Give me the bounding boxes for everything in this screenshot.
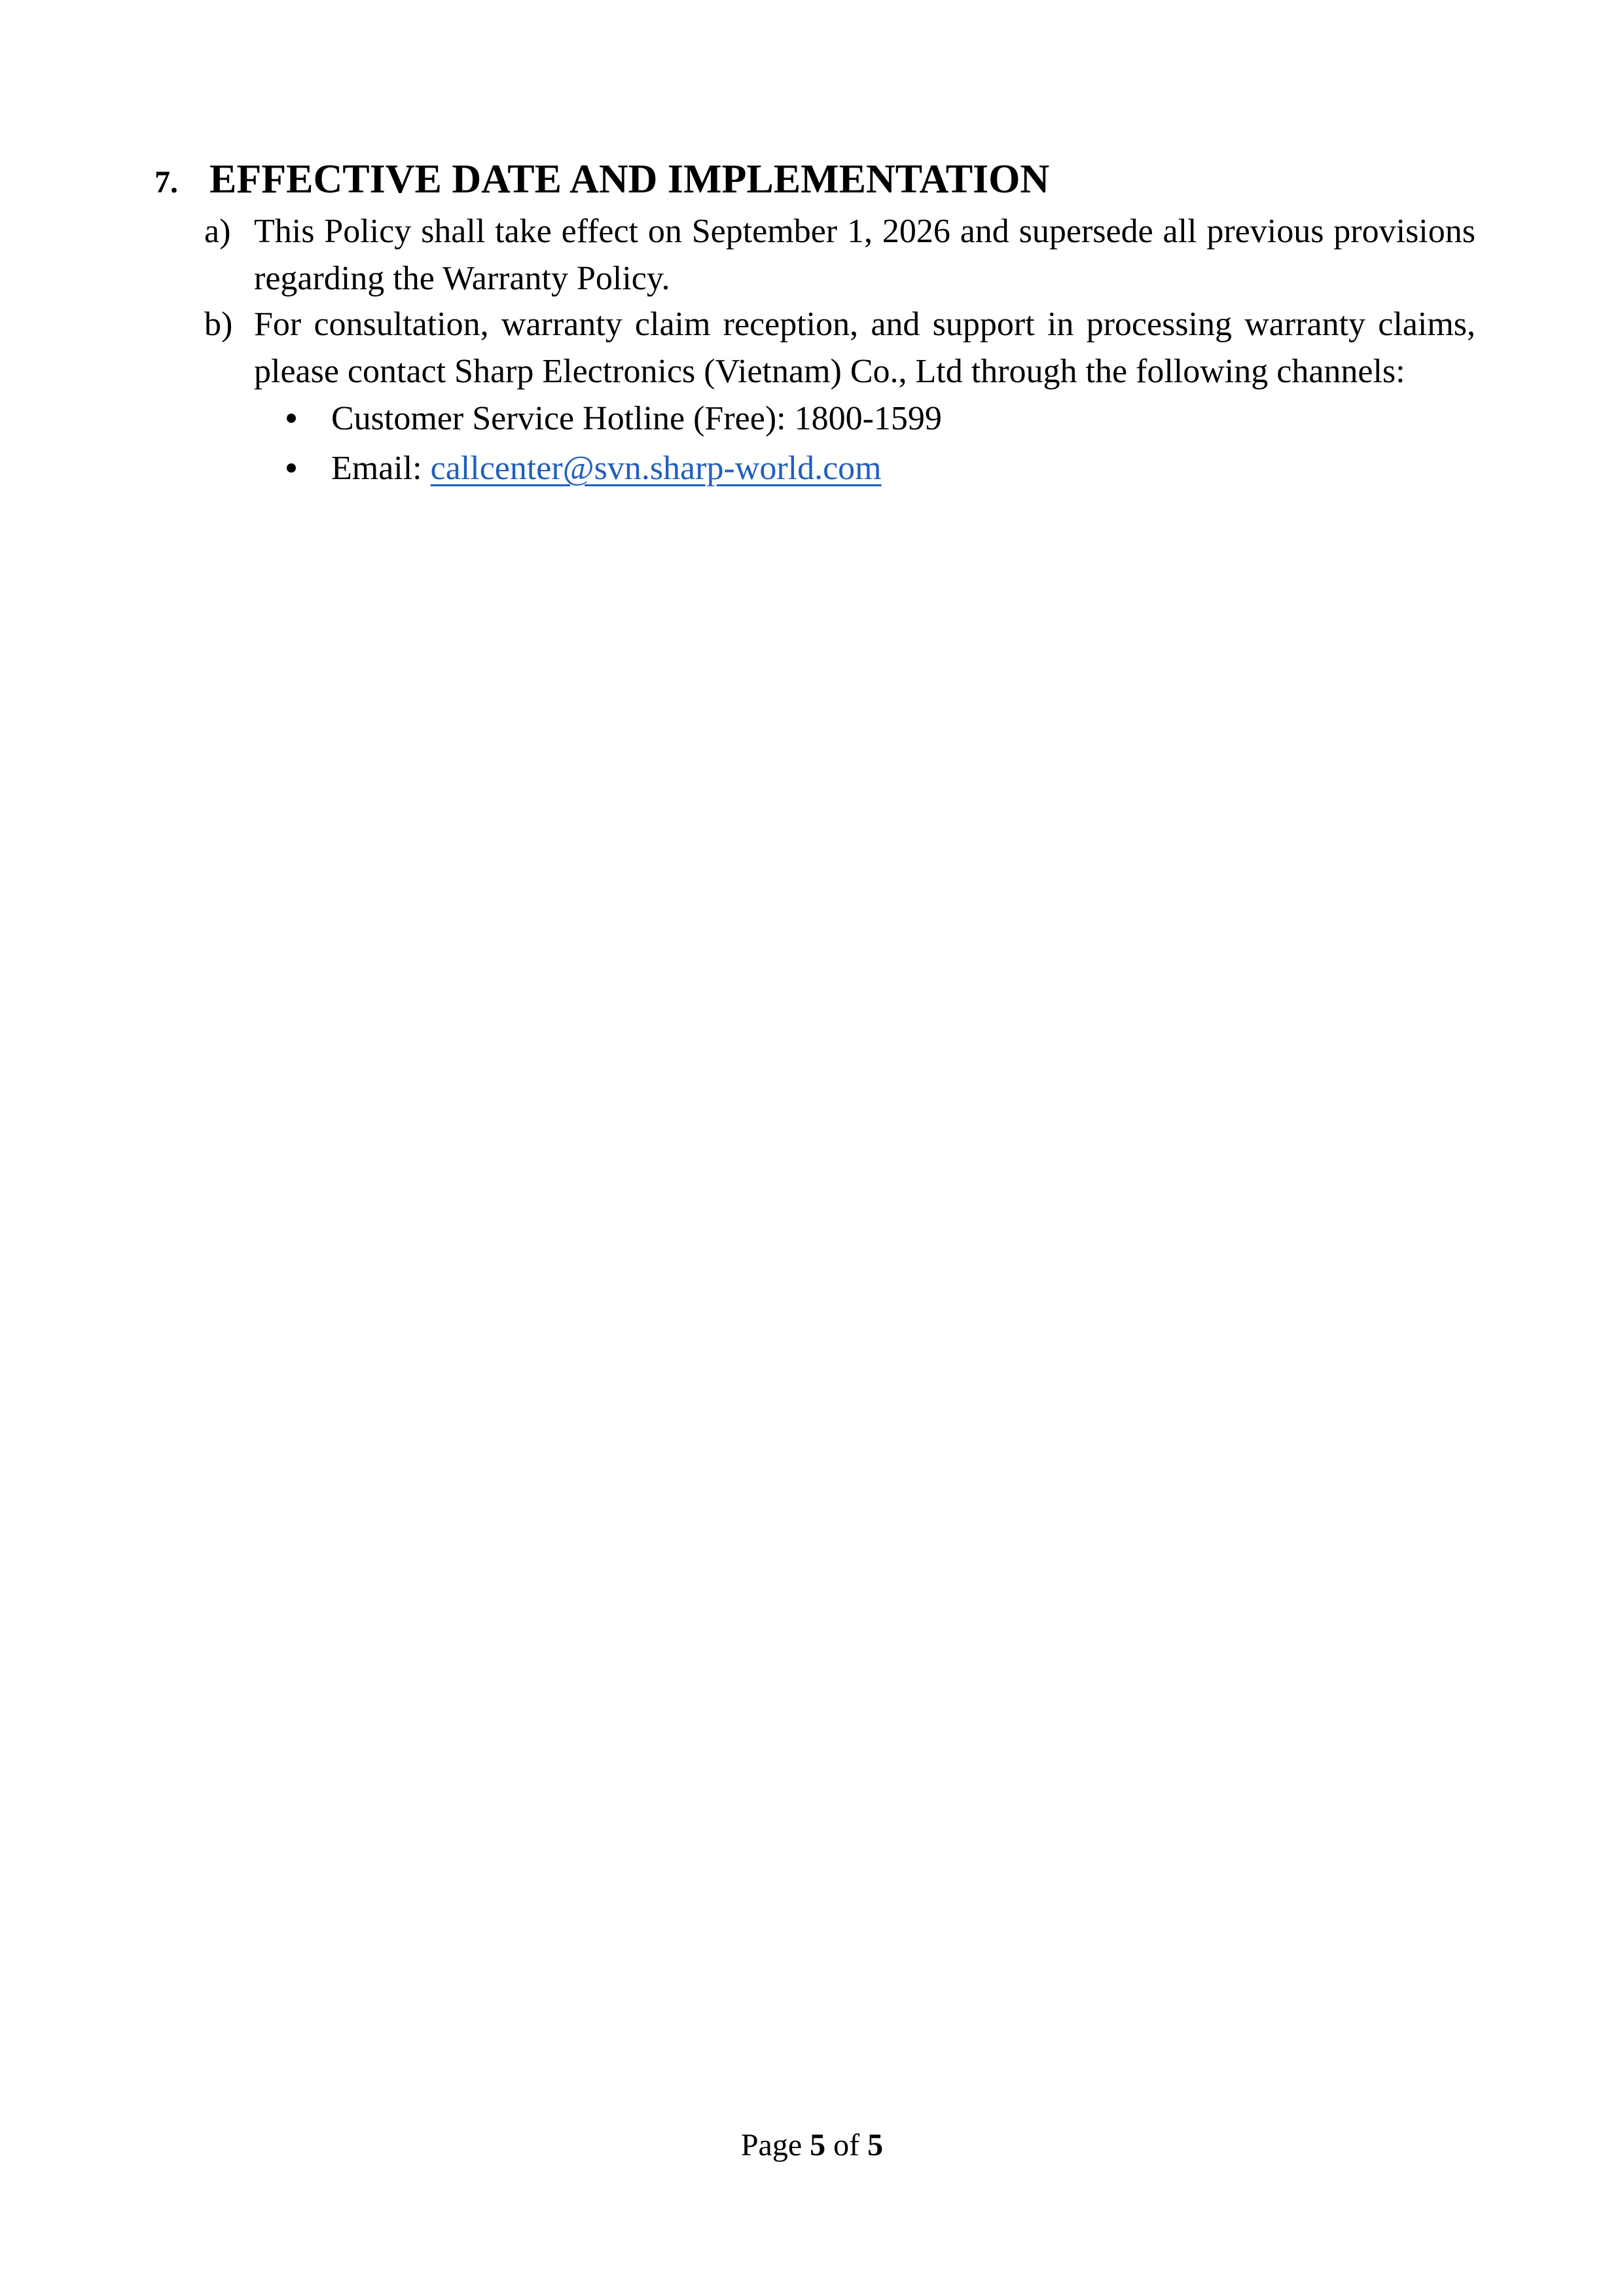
list-marker: a)	[204, 213, 231, 250]
page-prefix: Page	[740, 2128, 810, 2162]
section-title: EFFECTIVE DATE AND IMPLEMENTATION	[209, 157, 1050, 202]
list-item-text: For consultation, warranty claim reception, and support in processing warranty claims, please contact Sharp Electronics (Vietnam) Co., Ltd through the following channels:	[254, 306, 1475, 390]
list-item-a	[204, 208, 1475, 302]
current-page-number: 5	[810, 2128, 826, 2162]
contact-channels-list	[280, 394, 942, 493]
page-of-label: of	[825, 2128, 868, 2162]
section-number: 7.	[154, 165, 178, 200]
total-pages-number: 5	[867, 2128, 884, 2162]
hotline-text: Customer Service Hotline (Free): 1800-1599	[331, 400, 942, 437]
email-label: Email:	[331, 450, 431, 487]
page-footer	[0, 2125, 1624, 2166]
list-item-text: This Policy shall take effect on September 1, 2026 and supersede all previous provisions regarding the Warranty Policy.	[254, 213, 1475, 297]
bullet-icon	[287, 414, 296, 423]
email-link[interactable]: callcenter@svn.sharp-world.com	[430, 450, 882, 487]
email-item	[280, 444, 942, 493]
list-marker: b)	[204, 306, 233, 343]
bullet-icon	[287, 463, 296, 473]
hotline-item	[280, 394, 942, 444]
list-item-b	[204, 301, 1475, 395]
section-heading	[154, 153, 1049, 214]
